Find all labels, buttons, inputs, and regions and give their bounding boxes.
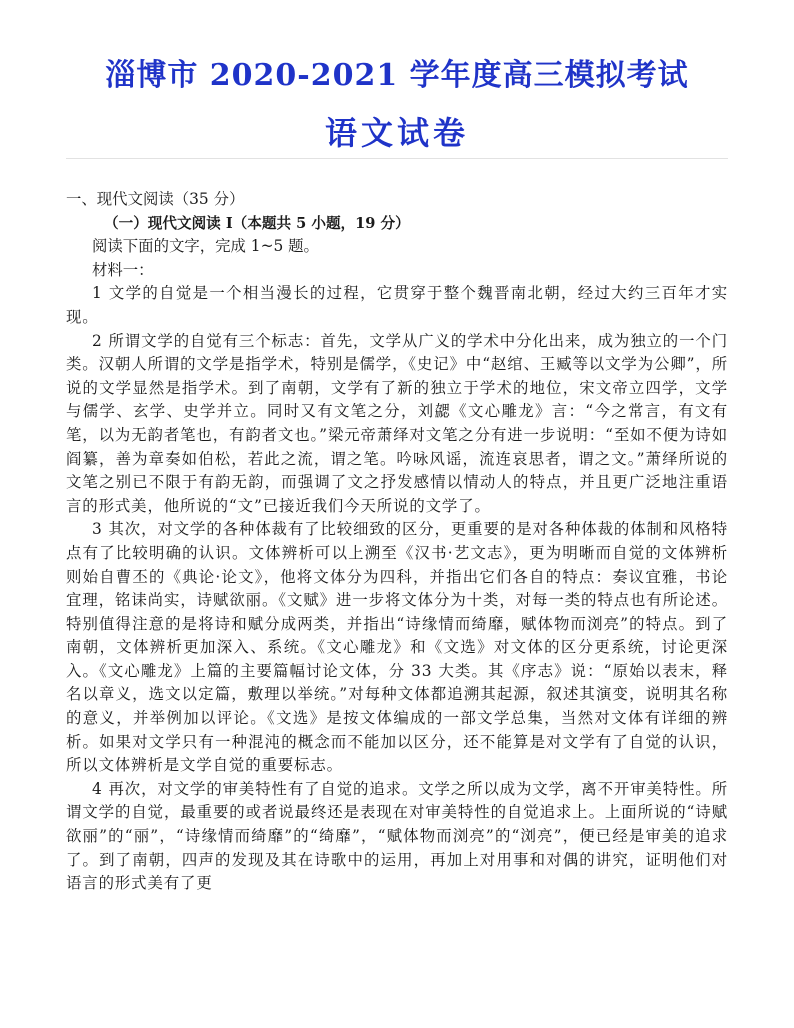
section-subheading: （一）现代文阅读 I（本题共 5 小题，19 分） bbox=[104, 214, 410, 232]
material-label: 材料一： bbox=[92, 260, 154, 279]
paragraph-1: 1 文学的自觉是一个相当漫长的过程，它贯穿于整个魏晋南北朝，经过大约三百年才实现。 bbox=[66, 284, 728, 326]
section-heading: 一、现代文阅读（35 分） bbox=[66, 190, 245, 208]
paragraph-3: 3 其次，对文学的各种体裁有了比较细致的区分，更重要的是对各种体裁的体制和风格特点有了比较明确的认识。文体辨析可以上溯至《汉书·艺文志》，更为明晰而自觉的文体辨析则始自曹丕的《典论·论文》，他将文体分为四科，并指出它们各自的特点：奏议宜雅，书论宜理，铭诔尚实，诗赋欲丽。《文赋》进一步将文体分为十类，对每一类的特点也有所论述。特别值得注意的是将诗和赋分成两类，并指出“诗缘情而绮靡，赋体物而浏亮”的特点。到了南朝，文体辨析更加深入、系统。《文心雕龙》和《文选》对文体的区分更系统，讨论更深入。《文心雕龙》上篇的主要篇幅讨论文体，分 33 大类。其《序志》说：“原始以表末，释名以章义，选文以定篇，敷理以举统。”对每种文体都追溯其起源，叙述其演变，说明其名称的意义，并举例加以评论。《文选》是按文体编成的一部文学总集，当然对文体有详细的辨析。如果对文学只有一种混沌的概念而不能加以区分，还不能算是对文学有了自觉的认识，所以文体辨析是文学自觉的重要标志。 bbox=[66, 520, 728, 775]
reading-instruction: 阅读下面的文字，完成 1~5 题。 bbox=[92, 237, 319, 256]
exam-title: 淄博市 2020-2021 学年度高三模拟考试 bbox=[105, 58, 689, 93]
title-divider bbox=[66, 158, 728, 159]
paragraph-2: 2 所谓文学的自觉有三个标志：首先，文学从广义的学术中分化出来，成为独立的一个门类。汉朝人所谓的文学是指学术，特别是儒学，《史记》中“赵绾、王臧等以文学为公卿”，所说的文学显然是指学术。到了南朝，文学有了新的独立于学术的地位，宋文帝立四学，文学与儒学、玄学、史学并立。同时又有文笔之分，刘勰《文心雕龙》言：“今之常言，有文有笔，以为无韵者笔也，有韵者文也。”梁元帝萧绎对文笔之分有进一步说明：“至如不便为诗如阎纂，善为章奏如伯松，若此之流，谓之笔。吟咏风谣，流连哀思者，谓之文。”萧绎所说的文笔之别已不限于有韵无韵，而强调了文之抒发感情以情动人的特点，并且更广泛地注重语言的形式美，他所说的“文”已接近我们今天所说的文学了。 bbox=[66, 331, 728, 515]
paragraph-4: 4 再次，对文学的审美特性有了自觉的追求。文学之所以成为文学，离不开审美特性。所谓文学的自觉，最重要的或者说最终还是表现在对审美特性的自觉追求上。上面所说的“诗赋欲丽”的“丽”，“诗缘情而绮靡”的“绮靡”，“赋体物而浏亮”的“浏亮”，便已经是审美的追求了。到了南朝，四声的发现及其在诗歌中的运用，再加上对用事和对偶的讲究，证明他们对语言的形式美有了更 bbox=[66, 779, 728, 893]
exam-subtitle: 语文试卷 bbox=[324, 114, 469, 152]
reading-section bbox=[66, 188, 728, 896]
